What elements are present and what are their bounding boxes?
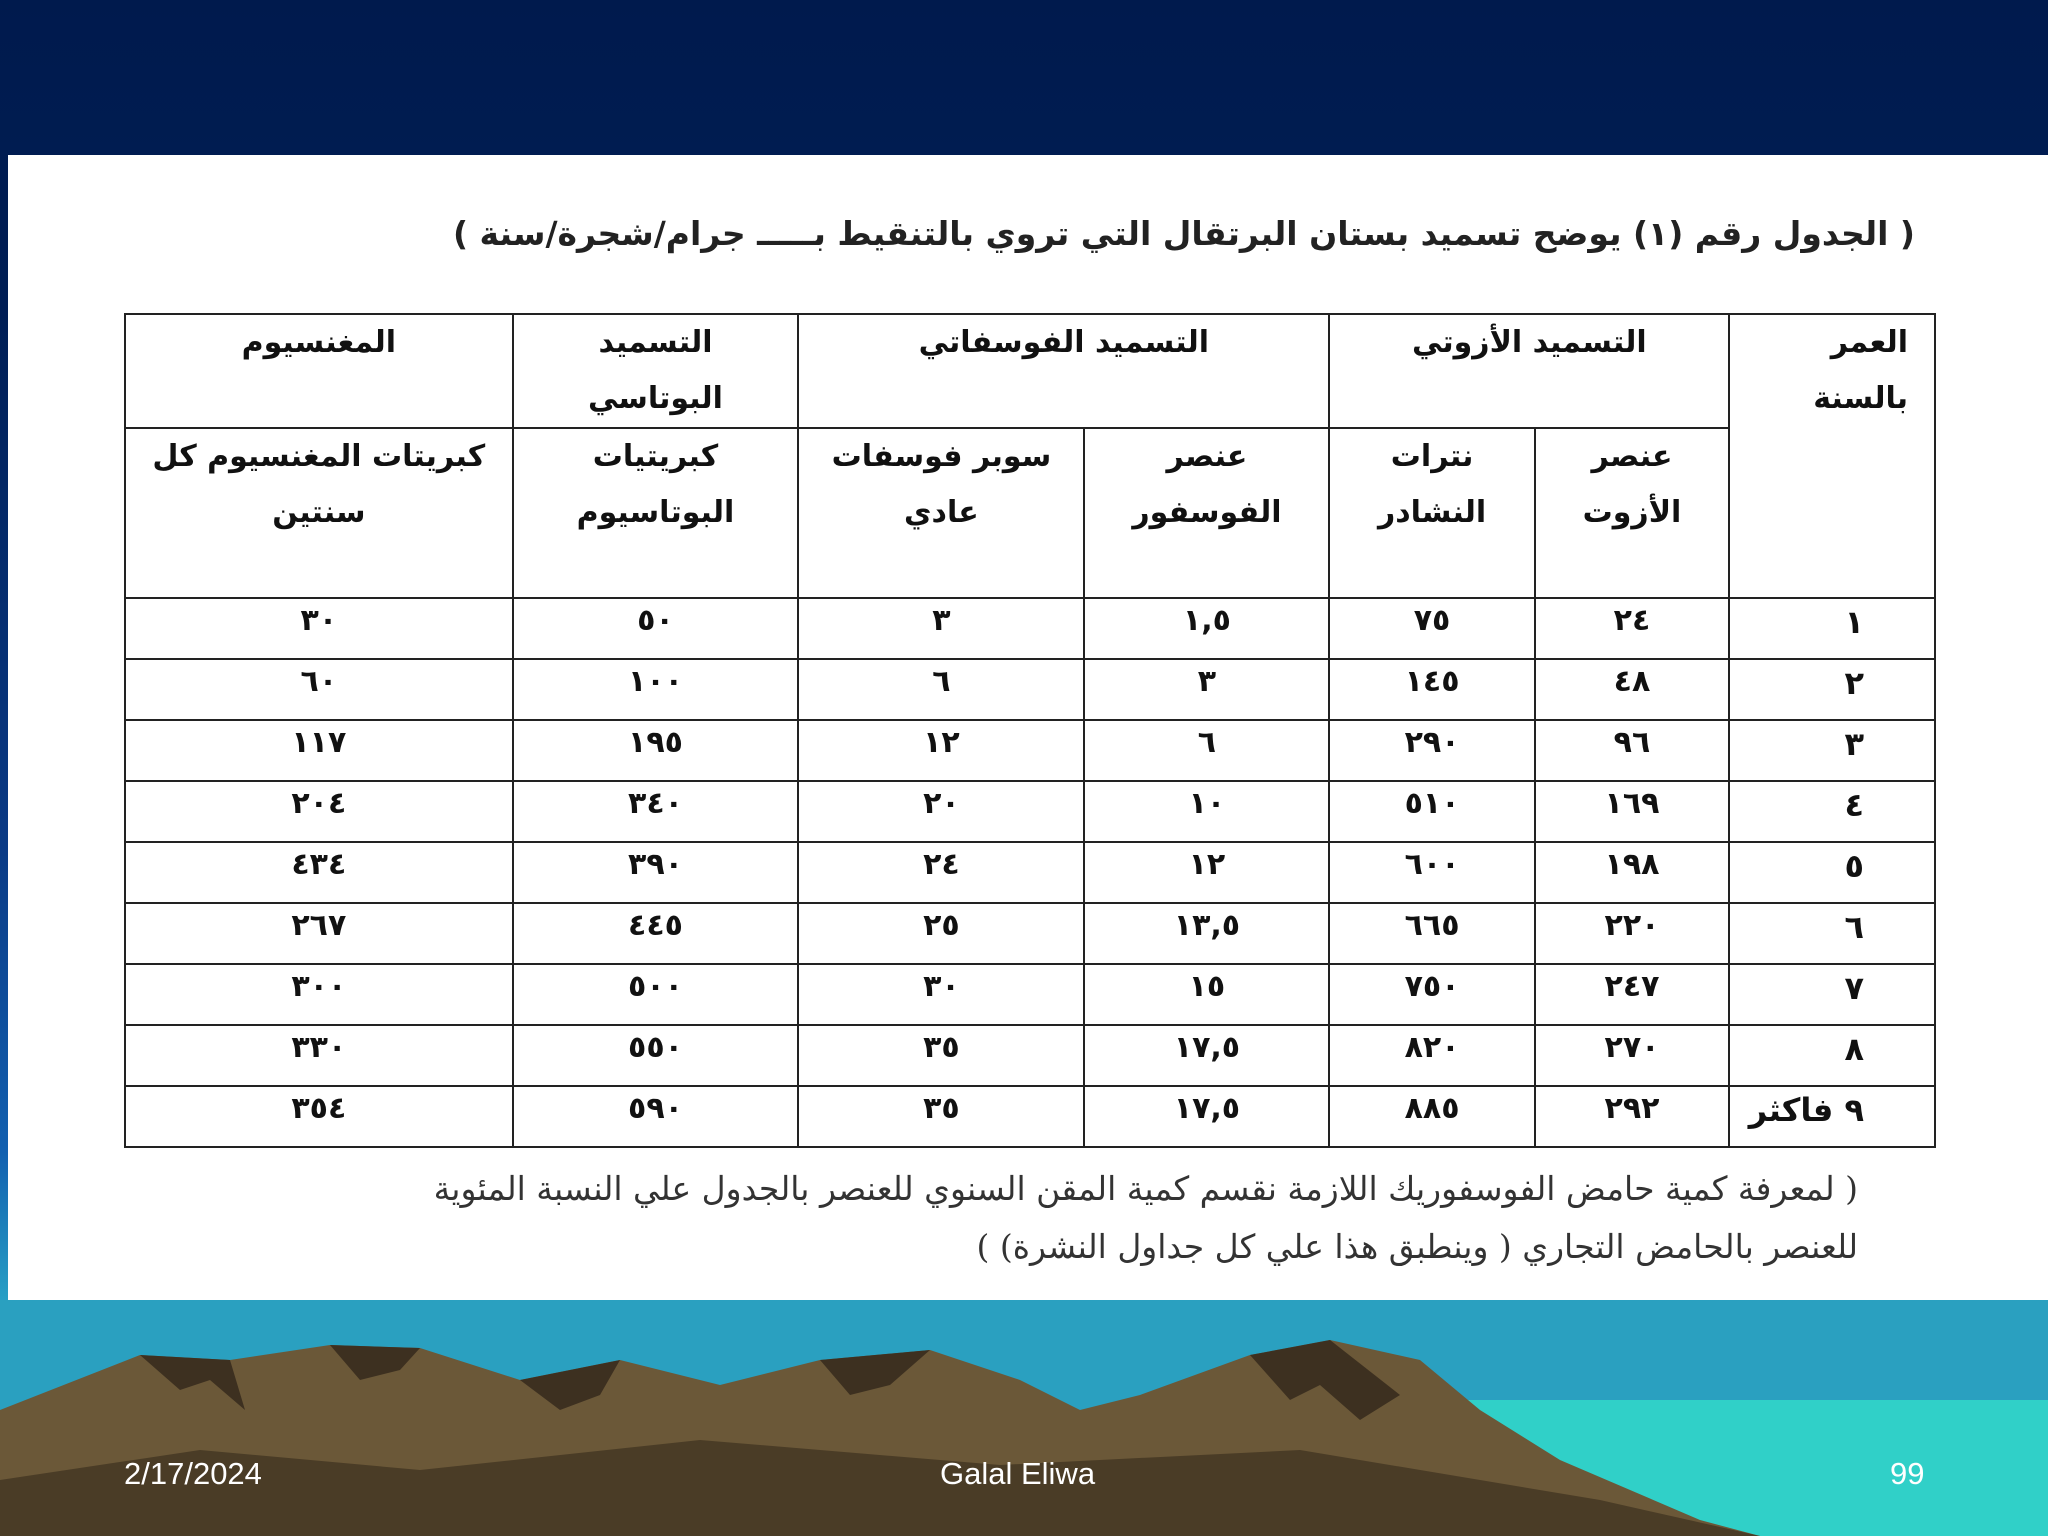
cell-k: ٥٩٠	[513, 1086, 799, 1147]
cell-n: ٩٦	[1535, 720, 1730, 781]
cell-p: ١٧,٥	[1084, 1025, 1329, 1086]
cell-mg: ٣٥٤	[125, 1086, 513, 1147]
cell-n: ١٩٨	[1535, 842, 1730, 903]
cell-p: ١٧,٥	[1084, 1086, 1329, 1147]
note-line-2: للعنصر بالحامض التجاري ( وينطبق هذا علي كل جداول النشرة) )	[976, 1227, 1858, 1266]
cell-sp: ٣٥	[798, 1086, 1084, 1147]
cell-sp: ٢٤	[798, 842, 1084, 903]
cell-sp: ٦	[798, 659, 1084, 720]
cell-mg: ٣٣٠	[125, 1025, 513, 1086]
cell-k: ٥٠	[513, 598, 799, 659]
note-line-1: ( لمعرفة كمية حامض الفوسفوريك اللازمة نقسم كمية المقن السنوي للعنصر بالجدول علي النسبة المئوية	[433, 1169, 1858, 1208]
cell-p: ١٥	[1084, 964, 1329, 1025]
cell-age: ٦	[1729, 903, 1935, 964]
header-magnesium: المغنسيوم	[125, 314, 513, 428]
cell-age: ٤	[1729, 781, 1935, 842]
cell-mg: ٣٠٠	[125, 964, 513, 1025]
header-nitrogen: التسميد الأزوتي	[1329, 314, 1729, 428]
cell-sp: ٣	[798, 598, 1084, 659]
cell-an: ٨٨٥	[1329, 1086, 1534, 1147]
cell-an: ٢٩٠	[1329, 720, 1534, 781]
usage-note	[298, 1160, 1858, 1276]
cell-an: ٦٠٠	[1329, 842, 1534, 903]
subheader-ammonium-nitrate: نترات النشادر	[1329, 428, 1534, 598]
cell-n: ٢٩٢	[1535, 1086, 1730, 1147]
table-row	[125, 781, 1935, 842]
cell-k: ٥٠٠	[513, 964, 799, 1025]
subheader-superphosphate: سوبر فوسفات عادي	[798, 428, 1084, 598]
header-potash: التسميد البوتاسي	[513, 314, 799, 428]
subheader-p-element: عنصر الفوسفور	[1084, 428, 1329, 598]
header-age: العمر بالسنة	[1729, 314, 1935, 598]
cell-an: ٦٦٥	[1329, 903, 1534, 964]
table-row	[125, 720, 1935, 781]
cell-p: ٦	[1084, 720, 1329, 781]
cell-sp: ١٢	[798, 720, 1084, 781]
table-row	[125, 598, 1935, 659]
cell-n: ٢٤	[1535, 598, 1730, 659]
cell-k: ٣٤٠	[513, 781, 799, 842]
cell-p: ٣	[1084, 659, 1329, 720]
table-row	[125, 964, 1935, 1025]
cell-an: ١٤٥	[1329, 659, 1534, 720]
cell-mg: ٣٠	[125, 598, 513, 659]
cell-n: ٤٨	[1535, 659, 1730, 720]
cell-mg: ٢٦٧	[125, 903, 513, 964]
subheader-n-element: عنصر الأزوت	[1535, 428, 1730, 598]
cell-p: ١٢	[1084, 842, 1329, 903]
cell-an: ٧٥٠	[1329, 964, 1534, 1025]
mountain-landscape	[0, 1300, 2048, 1536]
subheader-potassium-sulfate: كبريتيات البوتاسيوم	[513, 428, 799, 598]
cell-sp: ٣٥	[798, 1025, 1084, 1086]
table-caption: ( الجدول رقم (١) يوضح تسميد بستان البرتقال التي تروي بالتنقيط بـــــ جرام/شجرة/سنة )	[452, 214, 1915, 253]
cell-n: ٢٧٠	[1535, 1025, 1730, 1086]
cell-n: ٢٢٠	[1535, 903, 1730, 964]
cell-k: ٥٥٠	[513, 1025, 799, 1086]
cell-k: ١٩٥	[513, 720, 799, 781]
header-phosphate: التسميد الفوسفاتي	[798, 314, 1329, 428]
footer-page-number: 99	[1890, 1456, 1925, 1491]
cell-sp: ٣٠	[798, 964, 1084, 1025]
cell-k: ٤٤٥	[513, 903, 799, 964]
footer-date: 2/17/2024	[124, 1456, 262, 1491]
cell-p: ١٣,٥	[1084, 903, 1329, 964]
cell-age: ٨	[1729, 1025, 1935, 1086]
fertilization-table	[124, 313, 1936, 1148]
cell-age: ٢	[1729, 659, 1935, 720]
cell-mg: ٦٠	[125, 659, 513, 720]
cell-k: ١٠٠	[513, 659, 799, 720]
subheader-magnesium-sulfate: كبريتات المغنسيوم كل سنتين	[125, 428, 513, 598]
cell-an: ٥١٠	[1329, 781, 1534, 842]
cell-age: ١	[1729, 598, 1935, 659]
table-row	[125, 903, 1935, 964]
cell-age: ٩ فاكثر	[1729, 1086, 1935, 1147]
cell-n: ١٦٩	[1535, 781, 1730, 842]
cell-n: ٢٤٧	[1535, 964, 1730, 1025]
cell-age: ٣	[1729, 720, 1935, 781]
cell-sp: ٢٠	[798, 781, 1084, 842]
table-row	[125, 1025, 1935, 1086]
cell-mg: ٤٣٤	[125, 842, 513, 903]
cell-mg: ٢٠٤	[125, 781, 513, 842]
cell-sp: ٢٥	[798, 903, 1084, 964]
table-row	[125, 842, 1935, 903]
cell-mg: ١١٧	[125, 720, 513, 781]
cell-p: ١,٥	[1084, 598, 1329, 659]
cell-age: ٥	[1729, 842, 1935, 903]
table-row	[125, 1086, 1935, 1147]
cell-an: ٨٢٠	[1329, 1025, 1534, 1086]
cell-p: ١٠	[1084, 781, 1329, 842]
footer-author: Galal Eliwa	[940, 1456, 1096, 1491]
cell-k: ٣٩٠	[513, 842, 799, 903]
table-row	[125, 659, 1935, 720]
cell-age: ٧	[1729, 964, 1935, 1025]
cell-an: ٧٥	[1329, 598, 1534, 659]
